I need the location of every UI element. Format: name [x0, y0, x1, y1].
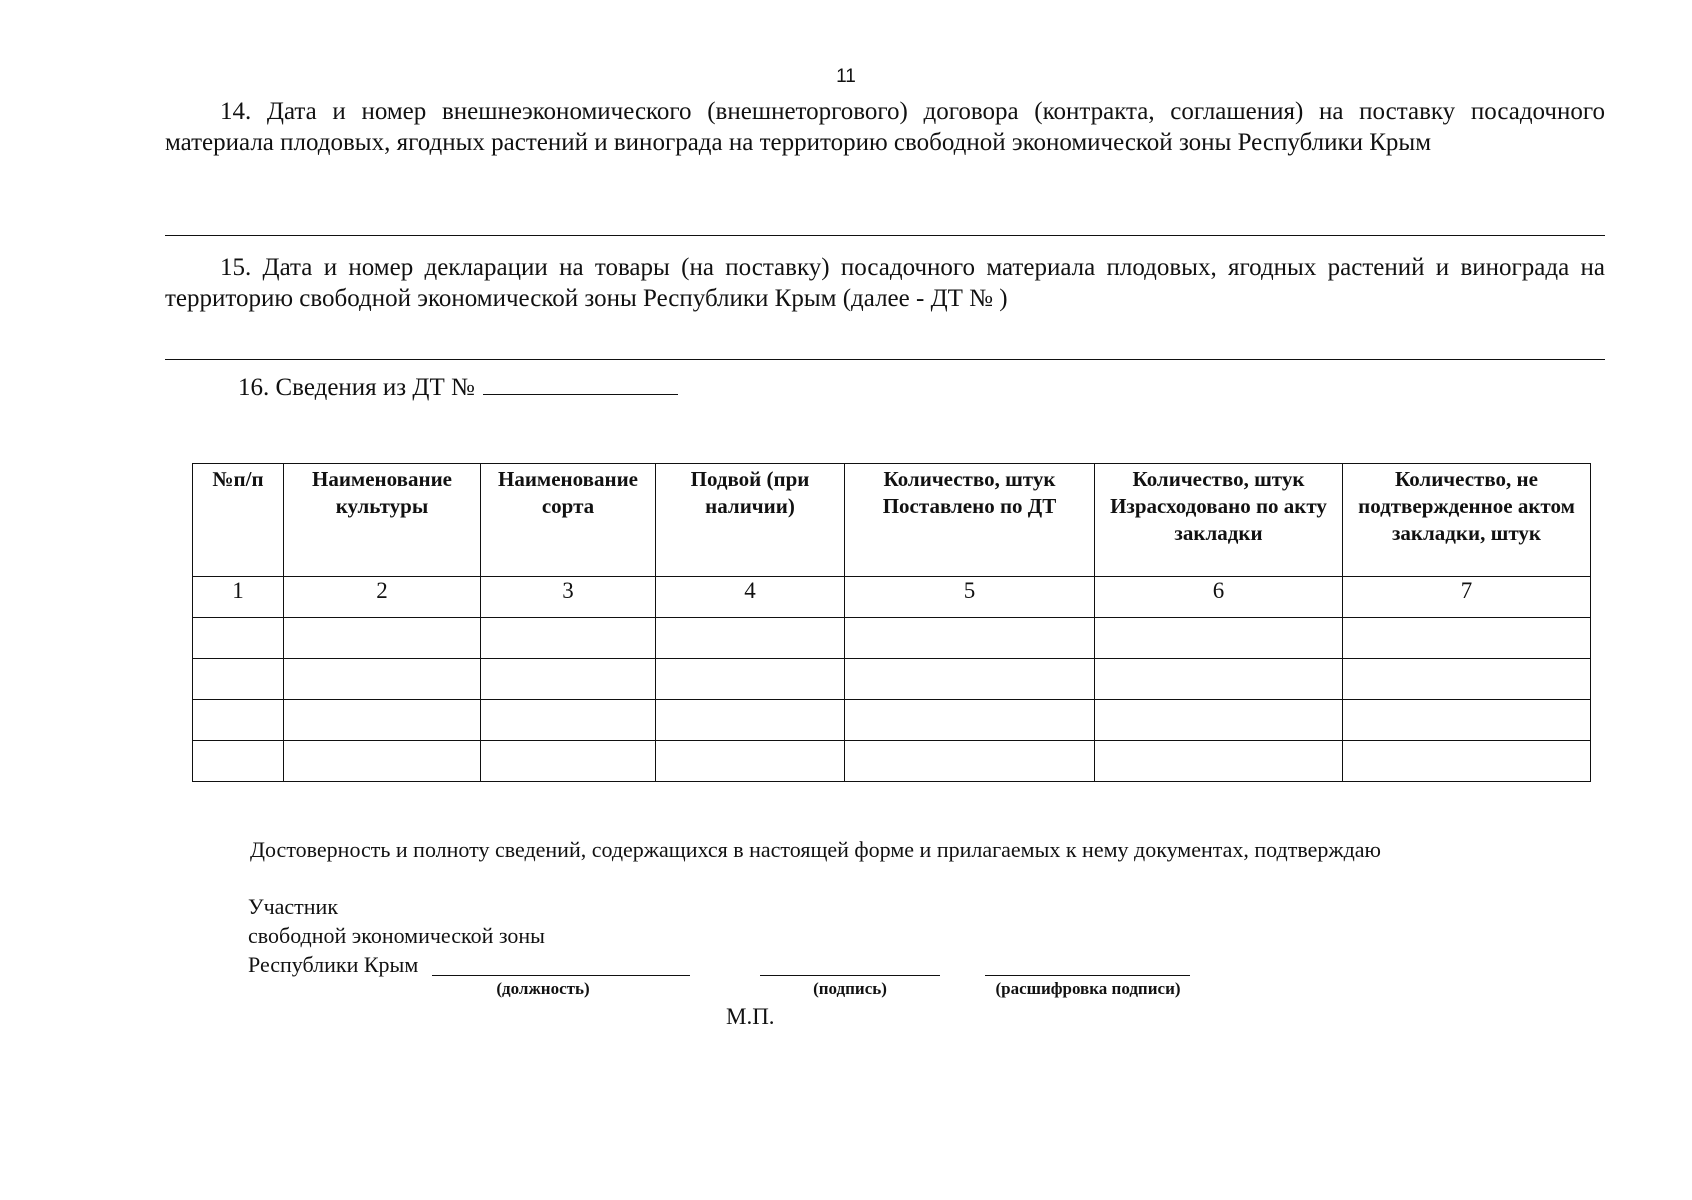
signatory-line-3: Республики Крым — [248, 952, 419, 977]
stamp-place-label: М.П. — [726, 1004, 775, 1029]
signature-decoding-caption: (расшифровка подписи) — [995, 979, 1181, 998]
header-cell: №п/п — [193, 464, 284, 577]
table-cell[interactable] — [656, 700, 845, 741]
table-cell[interactable] — [193, 618, 284, 659]
item-14-text: 14. Дата и номер внешнеэкономического (внешнеторгового) договора (контракта, соглашения) на поставку посадочного материала плодовых, ягодных растений и винограда на территорию свободной экономической зоны Республики Крым — [165, 98, 1605, 156]
item-16 — [238, 372, 678, 403]
table-cell[interactable] — [481, 741, 656, 782]
table-row — [193, 618, 1591, 659]
table-row — [193, 659, 1591, 700]
table-row — [193, 741, 1591, 782]
table-cell[interactable] — [1095, 659, 1343, 700]
table-cell[interactable] — [1095, 618, 1343, 659]
page-number: 11 — [836, 66, 856, 87]
table-cell[interactable] — [656, 618, 845, 659]
table-cell[interactable] — [1343, 741, 1591, 782]
table-cell[interactable] — [1343, 700, 1591, 741]
header-cell: Количество, не подтвержденное актом закладки, штук — [1343, 464, 1591, 577]
signatory-line-1: Участник — [248, 894, 339, 919]
header-cell: Наименование культуры — [284, 464, 481, 577]
table-cell[interactable] — [193, 700, 284, 741]
table-cell[interactable] — [1095, 700, 1343, 741]
table-cell[interactable] — [284, 700, 481, 741]
column-number: 3 — [481, 577, 656, 618]
column-number: 4 — [656, 577, 845, 618]
column-number: 5 — [845, 577, 1095, 618]
table-cell[interactable] — [1343, 618, 1591, 659]
item-15-fill-line[interactable] — [165, 359, 1605, 360]
table-row — [193, 700, 1591, 741]
table-cell[interactable] — [1095, 741, 1343, 782]
header-cell: Количество, штук Поставлено по ДТ — [845, 464, 1095, 577]
table-cell[interactable] — [193, 659, 284, 700]
column-number: 7 — [1343, 577, 1591, 618]
position-caption: (должность) — [496, 979, 590, 998]
table-cell[interactable] — [284, 741, 481, 782]
item-15-text: 15. Дата и номер декларации на товары (на поставку) посадочного материала плодовых, ягодных растений и винограда на территорию свободной экономической зоны Республики Крым (далее - ДТ № ) — [165, 254, 1605, 312]
dt-details-table — [192, 463, 1591, 782]
table-cell[interactable] — [193, 741, 284, 782]
table-cell[interactable] — [481, 618, 656, 659]
signature-decoding-fill-line[interactable] — [985, 975, 1190, 976]
signature-caption: (подпись) — [813, 979, 887, 998]
table-cell[interactable] — [1343, 659, 1591, 700]
header-cell: Количество, штук Израсходовано по акту закладки — [1095, 464, 1343, 577]
header-cell: Наименование сорта — [481, 464, 656, 577]
table-cell[interactable] — [481, 700, 656, 741]
attestation-text: Достоверность и полноту сведений, содержащихся в настоящей форме и прилагаемых к нему документах, подтверждаю — [250, 837, 1381, 862]
table-cell[interactable] — [845, 659, 1095, 700]
table-cell[interactable] — [284, 659, 481, 700]
signatory-line-2: свободной экономической зоны — [248, 923, 545, 948]
table-cell[interactable] — [656, 659, 845, 700]
table-cell[interactable] — [845, 618, 1095, 659]
position-fill-line[interactable] — [432, 975, 690, 976]
column-number: 2 — [284, 577, 481, 618]
header-cell: Подвой (при наличии) — [656, 464, 845, 577]
table-cell[interactable] — [656, 741, 845, 782]
column-number-row — [193, 577, 1591, 618]
table-cell[interactable] — [845, 700, 1095, 741]
column-number: 1 — [193, 577, 284, 618]
signatory-block — [248, 892, 545, 979]
column-number: 6 — [1095, 577, 1343, 618]
table-cell[interactable] — [845, 741, 1095, 782]
item-14-fill-line[interactable] — [165, 235, 1605, 236]
table-cell[interactable] — [481, 659, 656, 700]
dt-number-blank[interactable] — [483, 372, 678, 395]
table-cell[interactable] — [284, 618, 481, 659]
item-16-label: 16. Сведения из ДТ № — [238, 374, 475, 401]
signature-fill-line[interactable] — [760, 975, 940, 976]
table-header-row — [193, 464, 1591, 577]
